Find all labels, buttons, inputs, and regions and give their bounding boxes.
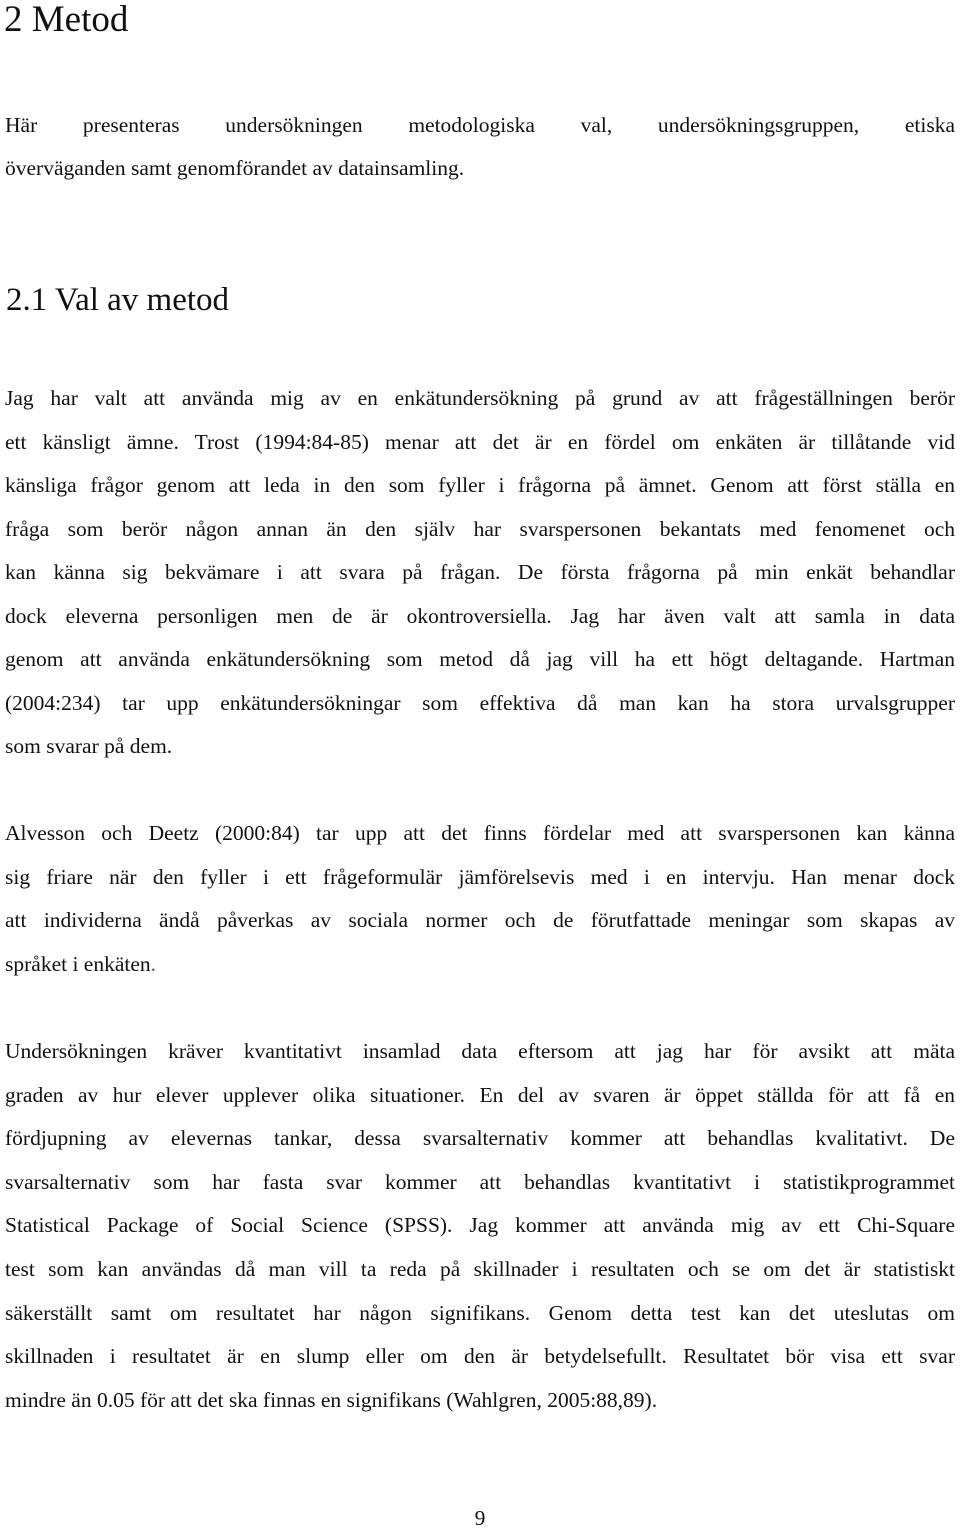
text-line: test som kan användas då man vill ta reda på skillnader i resultaten och se om det är statistiskt	[5, 1256, 955, 1281]
text-line: säkerställt samt om resultatet har någon signifikans. Genom detta test kan det uteslutas om	[5, 1300, 955, 1325]
trailing-period: .	[150, 951, 157, 976]
text-line: Jag har valt att använda mig av en enkätundersökning på grund av att frågeställningen berör	[5, 386, 955, 410]
section-intro	[5, 104, 955, 190]
text-line: genom att använda enkätundersökning som metod då jag vill ha ett högt deltagande. Hartman	[5, 647, 955, 671]
text-line: mindre än 0.05 för att det ska finnas en signifikans (Wahlgren, 2005:88,89).	[5, 1387, 658, 1412]
text-line: dock eleverna personligen men de är okontroversiella. Jag har även valt att samla in data	[5, 603, 955, 628]
text-line: Här presenteras undersökningen metodologiska val, undersökningsgruppen, etiska	[5, 113, 955, 137]
text-line: Undersökningen kräver kvantitativt insamlad data eftersom att jag har för avsikt att mäta	[5, 1039, 955, 1063]
text-line: fördjupning av elevernas tankar, dessa svarsalternativ kommer att behandlas kvalitativt. De	[5, 1126, 955, 1151]
text-line: som svarar på dem.	[5, 734, 173, 758]
text-line: sig friare när den fyller i ett frågeformulär jämförelsevis med i en intervju. Han menar dock	[5, 864, 955, 889]
text-line: känsliga frågor genom att leda in den som fyller i frågorna på ämnet. Genom att först ställa en	[5, 473, 955, 497]
text-line: Statistical Package of Social Science (SPSS). Jag kommer att använda mig av ett Chi-Square	[5, 1213, 955, 1238]
paragraph-method-choice	[5, 377, 955, 769]
section-heading: 2 Metod	[4, 0, 129, 40]
text-line: graden av hur elever upplever olika situationer. En del av svaren är öppet ställda för att få en	[5, 1082, 955, 1107]
text-line: svarsalternativ som har fasta svar kommer att behandlas kvantitativt i statistikprogrammet	[5, 1169, 955, 1194]
text-line: fråga som berör någon annan än den själv har svarspersonen bekantats med fenomenet och	[5, 516, 955, 541]
text-line: Alvesson och Deetz (2000:84) tar upp att det finns fördelar med att svarspersonen kan känna	[5, 821, 955, 845]
paragraph-quantitative	[5, 1030, 955, 1422]
text-line: att individerna ändå påverkas av sociala normer och de förutfattade meningar som skapas av	[5, 908, 955, 932]
page-number: 9	[474, 1506, 486, 1530]
text-line: överväganden samt genomförandet av datainsamling.	[5, 156, 465, 180]
text-line: ett känsligt ämne. Trost (1994:84-85) menar att det är en fördel om enkäten är tillåtande vid	[5, 429, 955, 454]
text-line: kan känna sig bekvämare i att svara på frågan. De första frågorna på min enkät behandlar	[5, 560, 955, 584]
subsection-heading: 2.1 Val av metod	[6, 282, 230, 318]
text-line: (2004:234) tar upp enkätundersökningar som effektiva då man kan ha stora urvalsgrupper	[5, 690, 955, 715]
text-line	[5, 943, 955, 987]
text-line: skillnaden i resultatet är en slump eller om den är betydelsefullt. Resultatet bör visa ett svar	[5, 1344, 955, 1369]
text-line-content: språket i enkäten	[5, 951, 151, 976]
paragraph-alvesson-deetz	[5, 812, 955, 986]
